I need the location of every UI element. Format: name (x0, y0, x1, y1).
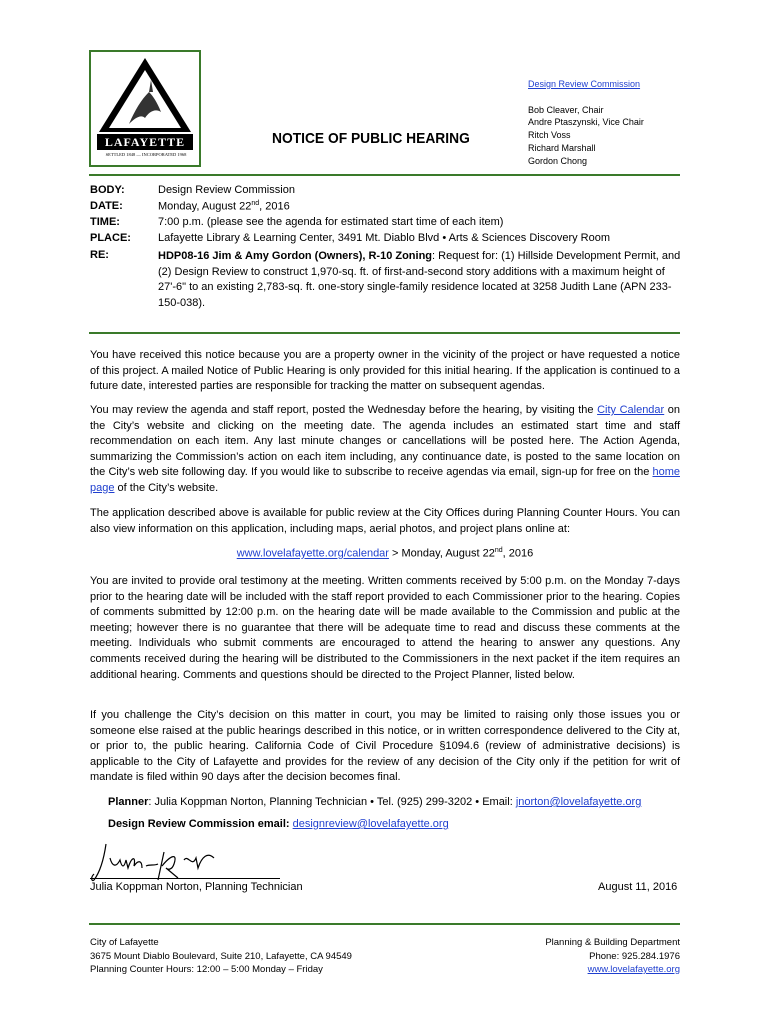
footer-hours: Planning Counter Hours: 12:00 – 5:00 Monday – Friday (90, 964, 323, 975)
place-label: PLACE: (90, 232, 131, 244)
paragraph-review: The application described above is available for public review at the City Offices during Planning Counter Hours. You can also view information on this application, including maps, aerial photos, and project plans online at: (90, 507, 680, 535)
date-value: Monday, August 22nd, 2016 (158, 200, 290, 213)
footer-website-link[interactable]: www.lovelafayette.org (587, 964, 680, 975)
logo-subtitle: SETTLED 1848 — INCORPORATED 1968 (105, 152, 187, 157)
body-label: BODY: (90, 184, 125, 196)
planner-email-link[interactable]: jnorton@lovelafayette.org (515, 796, 642, 808)
divider-middle (89, 332, 680, 334)
signature-line (90, 878, 280, 879)
commission-link[interactable]: Design Review Commission (528, 79, 641, 89)
member-3: Ritch Voss (528, 130, 571, 141)
place-value: Lafayette Library & Learning Center, 3491 Mt. Diablo Blvd • Arts & Sciences Discovery Room (158, 232, 611, 244)
member-5: Gordon Chong (528, 155, 588, 166)
member-1: Bob Cleaver, Chair (528, 104, 604, 115)
signature-date: August 11, 2016 (598, 881, 678, 893)
footer-dept-name: Planning & Building Department (545, 937, 680, 948)
city-logo (89, 50, 201, 167)
drc-email-link[interactable]: designreview@lovelafayette.org (292, 818, 449, 830)
member-4: Richard Marshall (528, 142, 596, 153)
footer-street: 3675 Mount Diablo Boulevard, Suite 210, Lafayette, CA 94549 (90, 950, 352, 962)
paragraph-notice: You have received this notice because you are a property owner in the vicinity of the project or have requested a notice of this project. A mailed Notice of Public Hearing is only provided for this initial hearing. If the application is continued to a future date, interested parties are responsible for tracking the matter on subsequent agendas. (90, 349, 680, 393)
divider-top (89, 174, 680, 176)
page-title: NOTICE OF PUBLIC HEARING (272, 130, 470, 147)
paragraph-legal: If you challenge the City’s decision on this matter in court, you may be limited to raising only those issues you or someone else raised at the public hearings described in this notice, or in written correspondence delivered to the City at, or prior to, the public hearing. California Code of Civil Procedure §1094.6 (review of administrative decisions) is applicable to the City of Lafayette and provides for the review of any decision of the City only if the petition for writ of mandate is filed within 90 days after the decision becomes final. (90, 709, 680, 784)
signatory-name: Julia Koppman Norton, Planning Technician (90, 881, 303, 893)
paragraph-testimony: You are invited to provide oral testimony at the meeting. Written comments received by 5:00 p.m. on the Monday 7-days prior to the hearing date will be included with the staff report provided to each Commissioner prior to the hearing. Copies of comments submitted by 12:00 p.m. on the hearing date will be made available to the Commission and public at the meeting; however there is no guarantee that there will be adequate time to read and discuss these comments at the meeting. Individuals who submit comments are encouraged to attend the hearing to answer any questions. Any comments received during the hearing will be distributed to the Commissioners in the next packet if the item requires an additional hearing. Comments and questions should be directed to the Project Planner, listed below. (90, 575, 680, 681)
date-label: DATE: (90, 200, 123, 212)
calendar-url-link[interactable]: www.lovelafayette.org/calendar (236, 547, 389, 560)
calendar-line: www.lovelafayette.org/calendar > Monday, August 22nd, 2016 (236, 547, 534, 560)
divider-bottom (89, 923, 680, 925)
drc-contact: Design Review Commission email: designreview@lovelafayette.org (108, 818, 449, 830)
member-2: Andre Ptaszynski, Vice Chair (528, 117, 644, 128)
paragraph-agenda: You may review the agenda and staff report, posted the Wednesday before the hearing, by visiting the City Calendar on the City’s website and clicking on the meeting date. The agenda includes an estimated start time and staff recommendation on each item. Any last minute changes or cancellations will be posted here. The Action Agenda, summarizing the Commission’s action on each item including, any continuance date, is posted to the same location on the City’s web site following day. If you would like to subscribe to receive agendas via email, sign-up for free on the home page of the City’s website. (90, 404, 680, 494)
body-value: Design Review Commission (158, 184, 295, 196)
re-label: RE: (90, 249, 109, 261)
planner-contact: Planner: Julia Koppman Norton, Planning Technician • Tel. (925) 299-3202 • Email: jnorton@lovelafayette.org (108, 796, 642, 808)
footer-address (90, 936, 352, 977)
re-value: HDP08-16 Jim & Amy Gordon (Owners), R-10 Zoning: Request for: (1) Hillside Development Permit, and (2) Design Review to construct 1,970-sq. ft. of first-and-second story additions with a maximum height of 27'-6" to an existing 2,783-sq. ft. one-story single-family residence located at 3258 Judith Lane (APN 233-150-038). (158, 250, 681, 309)
footer-phone: Phone: 925.284.1976 (589, 950, 680, 962)
commission-block (528, 78, 644, 167)
footer-department (470, 936, 680, 977)
home-page-link[interactable]: home page (90, 466, 680, 494)
time-value: 7:00 p.m. (please see the agenda for estimated start time of each item) (158, 216, 504, 228)
footer-city: City of Lafayette (90, 937, 159, 948)
city-calendar-link[interactable]: City Calendar (597, 404, 665, 416)
logo-name: LAFAYETTE (97, 134, 193, 150)
time-label: TIME: (90, 216, 120, 228)
